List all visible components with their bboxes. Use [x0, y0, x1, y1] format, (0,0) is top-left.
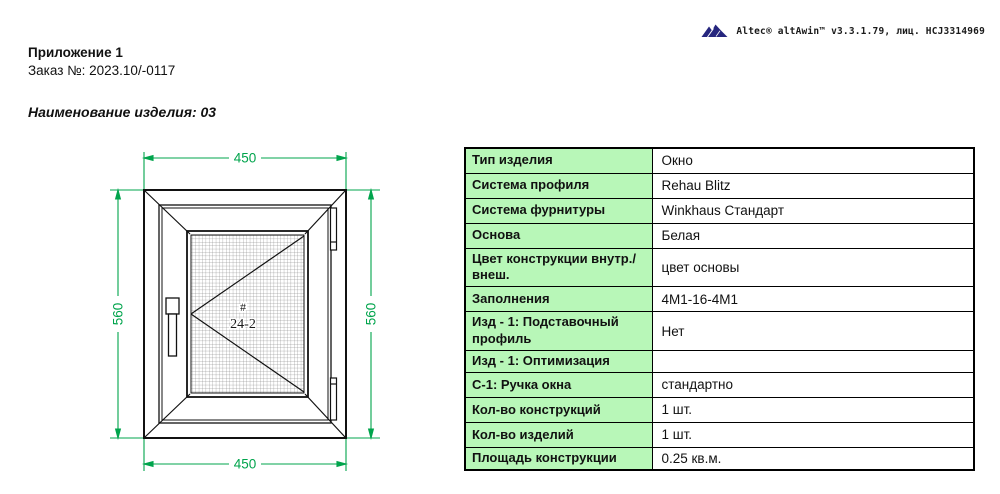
spec-label-cell: Кол-во изделий	[465, 422, 652, 447]
spec-value-cell	[652, 351, 974, 373]
table-row	[465, 148, 974, 173]
table-row	[465, 372, 974, 397]
spec-label-cell: Изд - 1: Подставочный профиль	[465, 312, 652, 351]
table-row	[465, 223, 974, 248]
order-number: Заказ №: 2023.10/-0117	[28, 63, 176, 78]
window-drawing	[90, 140, 410, 480]
spec-table	[464, 147, 975, 471]
table-row	[465, 351, 974, 373]
table-row	[465, 248, 974, 287]
hinge-bottom-icon	[331, 378, 337, 420]
spec-label-cell: Кол-во конструкций	[465, 397, 652, 422]
table-row	[465, 312, 974, 351]
spec-value-cell: Winkhaus Стандарт	[652, 198, 974, 223]
table-row	[465, 422, 974, 447]
hinge-top-icon	[331, 208, 337, 250]
spec-value-cell: 0.25 кв.м.	[652, 447, 974, 469]
spec-label-cell: Система профиля	[465, 173, 652, 198]
app-credit	[701, 24, 985, 38]
dim-label-left: 560	[110, 302, 126, 326]
app-version-text: Altec® altAwin™ v3.3.1.79, лиц. HCJ3314969	[736, 25, 985, 37]
dim-label-top: 450	[233, 150, 257, 166]
dim-label-right: 560	[363, 302, 379, 326]
dim-label-bottom: 450	[233, 456, 257, 472]
table-row	[465, 173, 974, 198]
product-name: Наименование изделия: 03	[28, 104, 217, 120]
spec-label-cell: Изд - 1: Оптимизация	[465, 351, 652, 373]
spec-value-cell: Окно	[652, 148, 974, 173]
spec-value-cell: 1 шт.	[652, 422, 974, 447]
table-row	[465, 198, 974, 223]
glass-mark-symbol: #	[240, 300, 246, 314]
spec-label-cell: Основа	[465, 223, 652, 248]
spec-label-cell: Площадь конструкции	[465, 447, 652, 469]
spec-label-cell: Цвет конструкции внутр./внеш.	[465, 248, 652, 287]
spec-value-cell: Rehau Blitz	[652, 173, 974, 198]
table-row	[465, 447, 974, 469]
spec-value-cell: Нет	[652, 312, 974, 351]
glass-hatch	[191, 235, 304, 393]
appendix-title: Приложение 1	[28, 45, 123, 60]
title-block	[28, 45, 216, 120]
spec-value-cell: цвет основы	[652, 248, 974, 287]
spec-value-cell: стандартно	[652, 372, 974, 397]
spec-value-cell: 1 шт.	[652, 397, 974, 422]
handle-icon	[166, 298, 179, 356]
altec-logo-icon	[701, 24, 728, 38]
table-row	[465, 287, 974, 312]
spec-value-cell: Белая	[652, 223, 974, 248]
spec-value-cell: 4М1-16-4М1	[652, 287, 974, 312]
table-row	[465, 397, 974, 422]
glass-mark-code: 24-2	[230, 317, 256, 332]
spec-label-cell: Тип изделия	[465, 148, 652, 173]
spec-label-cell: Заполнения	[465, 287, 652, 312]
spec-label-cell: С-1: Ручка окна	[465, 372, 652, 397]
spec-label-cell: Система фурнитуры	[465, 198, 652, 223]
